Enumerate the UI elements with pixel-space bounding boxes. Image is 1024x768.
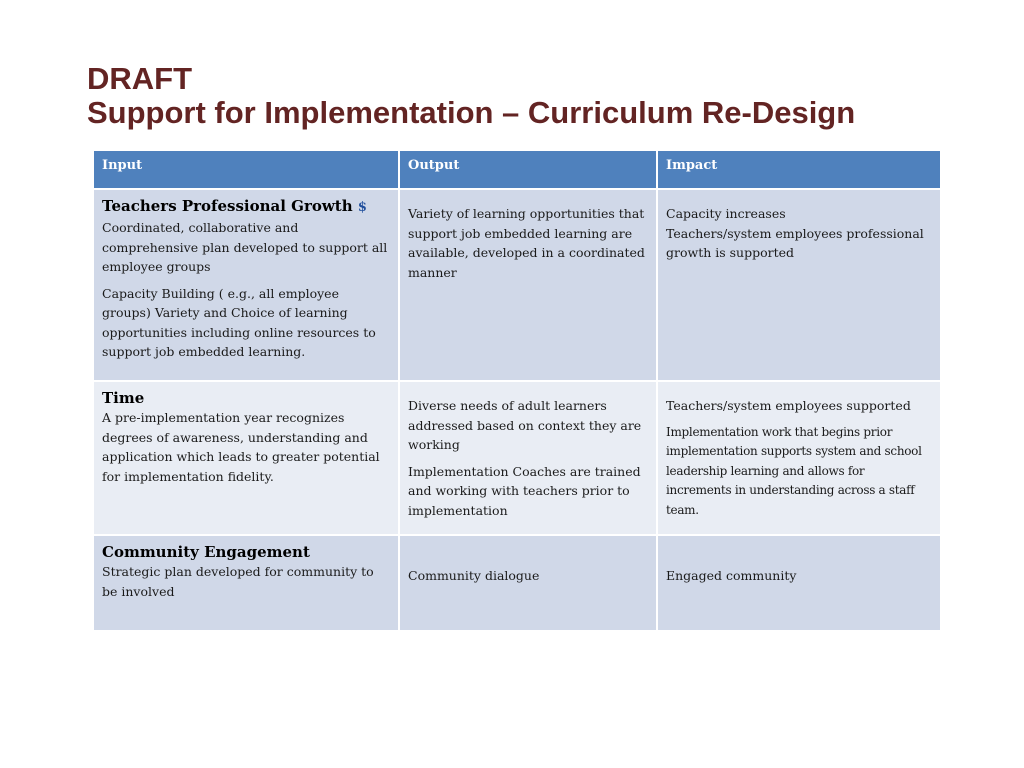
row-heading <box>102 196 390 218</box>
output-text: Implementation Coaches are trained and working with teachers prior to implementation <box>408 463 641 518</box>
header-output: Output <box>399 150 657 189</box>
cell-output <box>399 381 657 535</box>
row-heading: Time <box>102 389 145 407</box>
output-text: Diverse needs of adult learners addressed based on context they are working <box>408 398 642 452</box>
row-heading-text: Teachers Professional Growth <box>102 197 353 215</box>
impact-text: Implementation work that begins prior implementation supports system and school leadership learning and allows for increments in understanding across a staff team. <box>666 424 922 517</box>
cell-output <box>399 189 657 381</box>
title-main: Support for Implementation – Curriculum Re-Design <box>87 95 856 130</box>
header-impact: Impact <box>657 150 941 189</box>
table-row-time <box>93 381 941 535</box>
cell-impact <box>657 535 941 631</box>
table-row-community <box>93 535 941 631</box>
output-text: Variety of learning opportunities that support job embedded learning are available, developed in a coordinated manner <box>408 206 645 280</box>
cell-impact <box>657 189 941 381</box>
cell-input <box>93 535 399 631</box>
cell-output <box>399 535 657 631</box>
cell-input <box>93 381 399 535</box>
input-text: Coordinated, collaborative and comprehensive plan developed to support all employee groups <box>102 220 388 274</box>
cell-input <box>93 189 399 381</box>
header-input: Input <box>93 150 399 189</box>
impact-text: Teachers/system employees supported <box>666 398 911 413</box>
input-text: Capacity Building ( e.g., all employee groups) Variety and Choice of learning opportunities including online resources to support job embedded learning. <box>102 285 376 359</box>
document-title <box>87 62 855 130</box>
impact-text: Teachers/system employees professional growth is supported <box>666 225 924 260</box>
dollar-icon: $ <box>357 200 367 215</box>
impact-text: Engaged community <box>666 568 797 583</box>
table-row-professional-growth <box>93 189 941 381</box>
input-text: A pre-implementation year recognizes degrees of awareness, understanding and application which leads to greater potential for implementation fidelity. <box>102 410 380 484</box>
table-header-row <box>93 150 941 189</box>
input-text: Strategic plan developed for community to be involved <box>102 564 374 599</box>
implementation-table <box>92 149 942 632</box>
row-heading: Community Engagement <box>102 543 310 561</box>
impact-text: Capacity increases <box>666 206 786 221</box>
output-text: Community dialogue <box>408 568 540 583</box>
cell-impact <box>657 381 941 535</box>
title-draft: DRAFT <box>87 61 193 96</box>
